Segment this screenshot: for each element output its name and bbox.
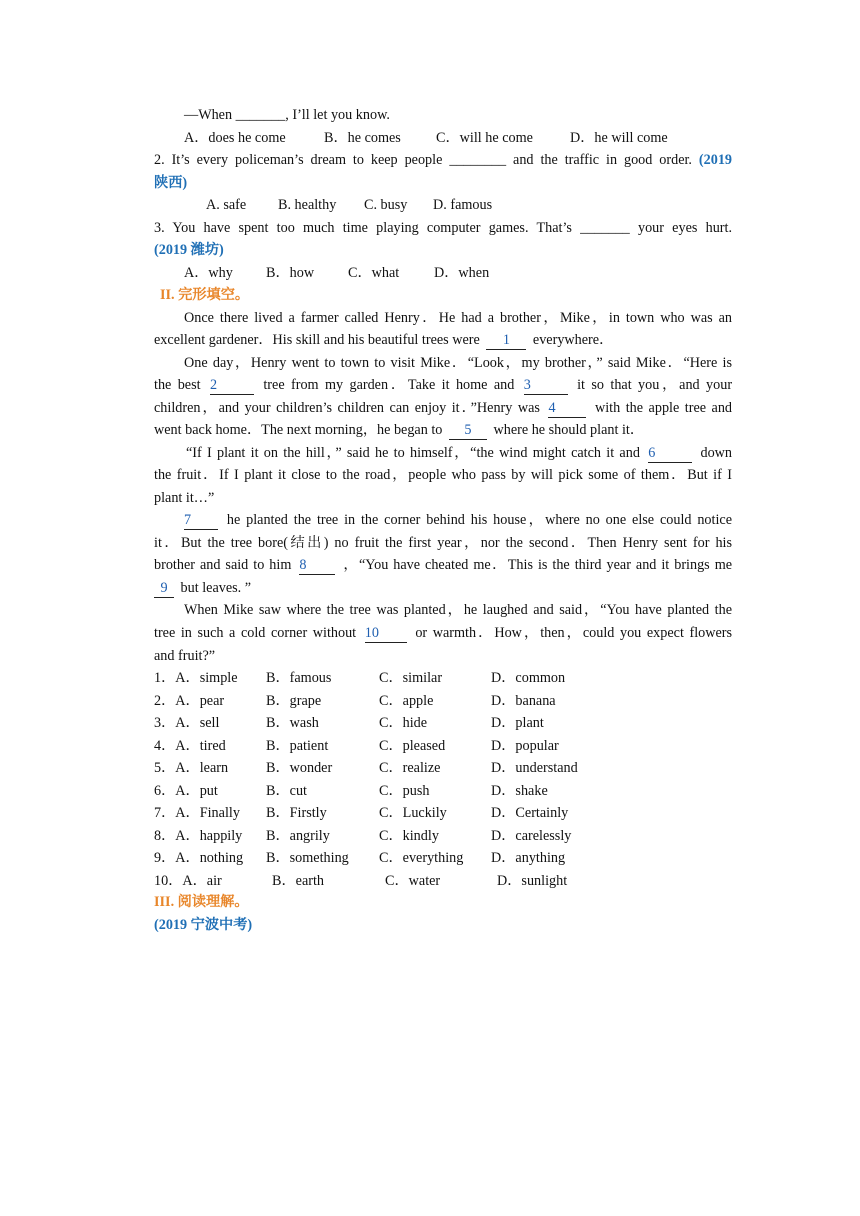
cloze-option-1-a: 1．A．simple (154, 670, 238, 686)
passage-text: down (700, 445, 733, 461)
cloze-option-2-b: B．grape (266, 692, 322, 709)
passage-text: “If I plant it on the hill，” said he to himself，“the wind might catch it and (186, 445, 640, 461)
cloze-option-1-d: D．common (491, 670, 566, 686)
cloze-heading-text: II. 完形填空。 (160, 287, 250, 303)
passage-text: but leaves. ” (180, 580, 252, 596)
passage-text: he planted the tree in the corner behind his house，where no one else could notice (226, 512, 733, 528)
passage-line-4 (154, 374, 732, 396)
cloze-option-6-c: C．push (379, 782, 430, 799)
passage-line-7 (186, 442, 732, 464)
q3-option-a: A．why (184, 265, 233, 281)
q1-answer-line: —When _______, I’ll let you know. (184, 107, 390, 123)
passage-line-10 (184, 509, 732, 531)
passage-text: went back home．The next morning，he began to (154, 422, 443, 438)
cloze-option-7-b: B．Firstly (266, 805, 327, 821)
passage-text: it so that you，and your (577, 377, 733, 393)
q2-text-a: 2. It’s every policeman’s dream to keep people (154, 152, 443, 168)
cloze-option-7-a: 7．A．Finally (154, 805, 240, 821)
passage-line-3: One day，Henry went to town to visit Mike．“Look，my brother，” said Mike．“Here is (184, 355, 732, 371)
passage-text: children，and your children’s children can enjoy it．”Henry was (154, 400, 540, 416)
cloze-option-3-b: B．wash (266, 715, 319, 731)
q2-source-year: (2019 (698, 152, 733, 168)
cloze-option-6-b: B．cut (266, 782, 307, 799)
cloze-option-10-a: 10．A．air (154, 872, 222, 889)
cloze-option-3-d: D．plant (491, 715, 544, 731)
passage-line-2 (154, 329, 732, 351)
passage-text: with the apple tree and (594, 400, 733, 416)
reading-source-line (154, 914, 732, 936)
cloze-option-10-c: C．water (385, 872, 441, 889)
cloze-blank-10: 10 (365, 624, 407, 643)
cloze-option-5-d: D．understand (491, 760, 578, 776)
reading-source: (2019 宁波中考) (154, 917, 253, 933)
cloze-option-2-c: C．apple (379, 692, 434, 709)
cloze-option-6-d: D．shake (491, 782, 548, 799)
passage-text: tree from my garden．Take it home and (263, 377, 515, 393)
q1-options (184, 127, 732, 149)
q2-source-line (154, 172, 732, 194)
reading-heading-text: III. 阅读理解。 (154, 894, 249, 910)
q2-option-a: A. safe (206, 197, 247, 213)
passage-line-13 (154, 577, 732, 599)
passage-line-9: plant it…” (154, 490, 215, 506)
passage-text: the best (154, 377, 201, 393)
cloze-blank-9: 9 (154, 579, 174, 598)
passage-line-15 (154, 622, 732, 644)
q3-option-c: C．what (348, 265, 400, 281)
q3-option-d: D．when (434, 265, 490, 281)
cloze-option-8-a: 8．A．happily (154, 827, 243, 844)
passage-text: or warmth．How，then，could you expect flowers (415, 625, 733, 641)
cloze-option-8-c: C．kindly (379, 827, 439, 844)
passage-line-1: Once there lived a farmer called Henry．He had a brother，Mike，in town who was an (184, 310, 732, 326)
q3-options (184, 262, 732, 284)
passage-line-11: it．But the tree bore(结出) no fruit the first year，nor the second．Then Henry sent for his (154, 535, 732, 551)
q3-option-b: B．how (266, 265, 315, 281)
q2-option-b: B. healthy (278, 197, 337, 213)
cloze-option-10-b: B．earth (272, 872, 325, 889)
cloze-option-4-d: D．popular (491, 737, 559, 754)
cloze-option-row-2 (154, 690, 732, 712)
cloze-option-row-3 (154, 712, 732, 734)
reading-heading (154, 891, 732, 913)
q2-option-c: C. busy (364, 197, 408, 213)
cloze-option-9-d: D．anything (491, 850, 566, 866)
cloze-option-4-c: C．pleased (379, 737, 446, 754)
cloze-option-8-d: D．carelessly (491, 827, 572, 844)
cloze-option-row-6 (154, 780, 732, 802)
q2-text-b: and the traffic in good order. (513, 152, 692, 168)
cloze-option-3-c: C．hide (379, 715, 428, 731)
cloze-option-7-c: C．Luckily (379, 805, 447, 821)
cloze-option-4-b: B．patient (266, 737, 329, 754)
cloze-option-row-10 (154, 870, 732, 892)
cloze-option-8-b: B．angrily (266, 827, 330, 844)
cloze-option-5-a: 5．A．learn (154, 760, 229, 776)
q2-option-d: D. famous (433, 197, 493, 213)
cloze-blank-5: 5 (449, 421, 487, 440)
cloze-blank-7: 7 (184, 511, 218, 530)
cloze-blank-1: 1 (486, 331, 526, 350)
cloze-blank-6: 6 (648, 444, 692, 463)
passage-text: ，“You have cheated me．This is the third year and it brings me (343, 557, 733, 573)
q2-options (206, 194, 732, 216)
cloze-option-row-9 (154, 847, 732, 869)
q2-question (154, 149, 732, 171)
cloze-option-9-b: B．something (266, 850, 349, 866)
q3-source: (2019 潍坊) (154, 242, 224, 258)
cloze-option-10-d: D．sunlight (497, 872, 568, 889)
cloze-heading (160, 284, 738, 306)
passage-text: excellent gardener．His skill and his beautiful trees were (154, 332, 480, 348)
passage-text: tree in such a cold corner without (154, 625, 357, 641)
q1-option-a: A．does he come (184, 130, 286, 146)
q2-blank: ________ (449, 152, 507, 168)
passage-line-14: When Mike saw where the tree was planted，he laughed and said，“You have planted the (184, 602, 732, 618)
cloze-option-1-c: C．similar (379, 670, 443, 686)
q3-question: 3. You have spent too much time playing computer games. That’s _______ your eyes hurt. (154, 220, 732, 236)
q1-option-b: B．he comes (324, 130, 401, 146)
cloze-blank-8: 8 (299, 556, 335, 575)
cloze-blank-3: 3 (524, 376, 568, 395)
q1-option-d: D．he will come (570, 130, 668, 146)
q1-option-c: C．will he come (436, 130, 533, 146)
passage-text: brother and said to him (154, 557, 292, 573)
cloze-blank-4: 4 (548, 399, 586, 418)
cloze-option-2-a: 2．A．pear (154, 692, 225, 709)
passage-text: where he should plant it． (493, 422, 645, 438)
cloze-option-row-5 (154, 757, 732, 779)
cloze-option-row-1 (154, 667, 732, 689)
passage-line-8: the fruit．If I plant it close to the road，people who pass by will pick some of them．But if I (154, 467, 732, 483)
cloze-option-row-8 (154, 825, 732, 847)
q2-source-region: 陕西) (154, 175, 188, 191)
passage-line-6 (154, 419, 732, 441)
cloze-option-4-a: 4．A．tired (154, 737, 226, 754)
cloze-option-7-d: D．Certainly (491, 805, 569, 821)
cloze-option-5-c: C．realize (379, 760, 441, 776)
cloze-option-row-4 (154, 735, 732, 757)
cloze-option-9-a: 9．A．nothing (154, 850, 244, 866)
q3-source-line (154, 239, 732, 261)
passage-line-5 (154, 397, 732, 419)
cloze-blank-2: 2 (210, 376, 254, 395)
cloze-option-5-b: B．wonder (266, 760, 333, 776)
cloze-option-2-d: D．banana (491, 692, 556, 709)
passage-line-16: and fruit?” (154, 648, 216, 664)
cloze-option-6-a: 6．A．put (154, 782, 218, 799)
cloze-option-9-c: C．everything (379, 850, 464, 866)
cloze-option-row-7 (154, 802, 732, 824)
passage-text: everywhere． (532, 332, 614, 348)
passage-line-12 (154, 554, 732, 576)
cloze-option-1-b: B．famous (266, 670, 332, 686)
cloze-option-3-a: 3．A．sell (154, 715, 220, 731)
